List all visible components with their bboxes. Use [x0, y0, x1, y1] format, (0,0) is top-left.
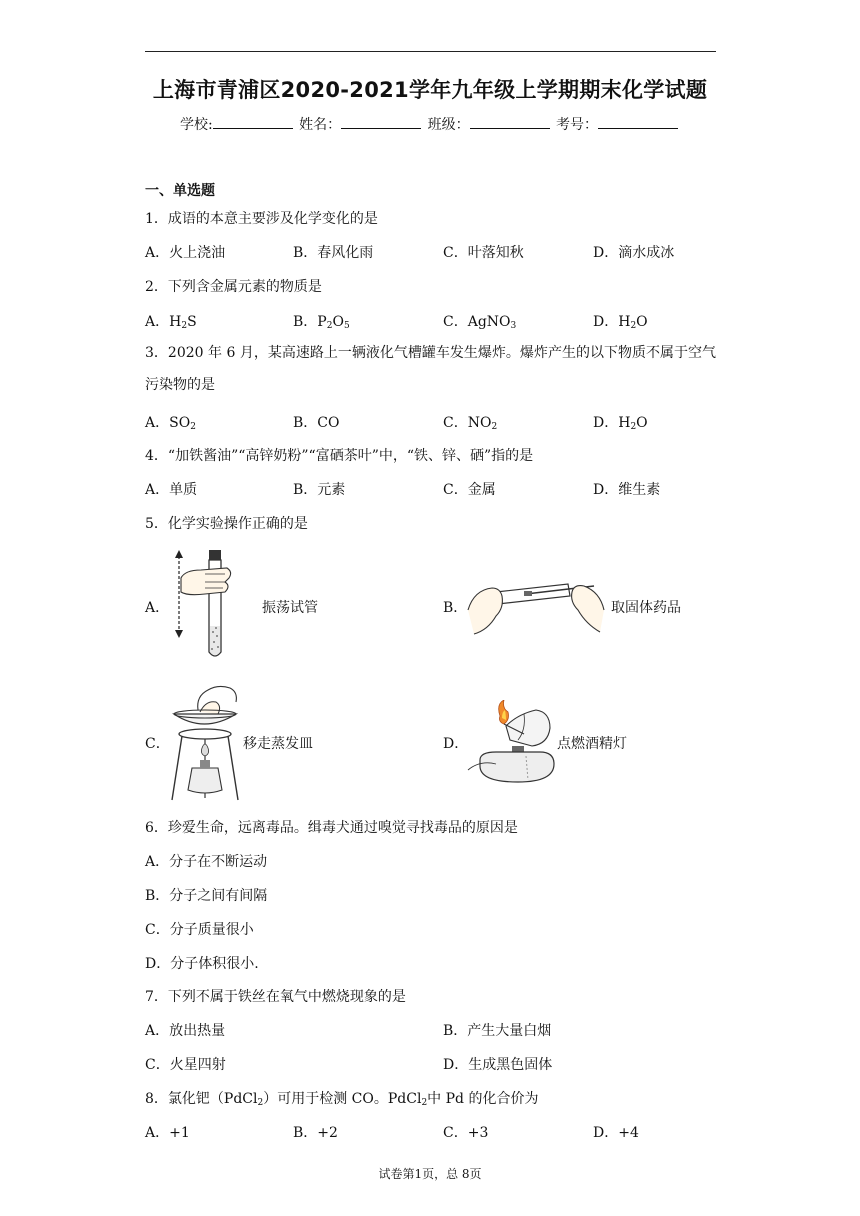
exam-number-blank[interactable]: [598, 116, 678, 129]
page-footer: 试卷第1页，总 8页: [378, 1167, 482, 1181]
student-info-line: [0, 114, 860, 134]
question-4-stem: 4．“加铁酱油”“高锌奶粉”“富硒茶叶”中，“铁、锌、硒”指的是: [145, 448, 534, 464]
q3-option-b: B．CO: [293, 415, 340, 431]
question-3-stem: 3．2020 年 6 月，某高速路上一辆液化气槽罐车发生爆炸。爆炸产生的以下物质不属于空气污染物的是: [145, 345, 716, 393]
q7-option-a: A．放出热量: [145, 1023, 226, 1039]
question-8-stem: 8．氯化钯（PdCl$_2$）可用于检测 CO。PdCl$_2$中 Pd 的化合价为: [145, 1091, 539, 1108]
class-blank[interactable]: [470, 116, 550, 129]
q6-option-c: C．分子质量很小: [145, 922, 254, 938]
q6-option-b: B．分子之间有间隔: [145, 888, 268, 904]
q3-option-d: D．$H_2O$: [593, 415, 648, 432]
school-blank[interactable]: [213, 116, 293, 129]
question-7-stem: 7．下列不属于铁丝在氧气中燃烧现象的是: [145, 989, 406, 1005]
q5-option-d: D．: [443, 736, 469, 752]
q5-option-b: B．: [443, 600, 468, 616]
shaking-test-tube-figure: [165, 548, 245, 664]
alcohol-lamp-figure: [466, 700, 556, 786]
question-6-stem: 6．珍爱生命，远离毒品。缉毒犬通过嗅觉寻找毒品的原因是: [145, 820, 518, 836]
q8-option-c: C．+3: [443, 1125, 489, 1141]
school-label: 学校:: [179, 117, 213, 133]
evaporating-dish-figure: [166, 682, 244, 804]
page-title: 上海市青浦区2020-2021学年九年级上学期期末化学试题: [152, 78, 708, 102]
q5-caption-d: 点燃酒精灯: [557, 736, 627, 752]
q3-option-a: A．$SO_2$: [145, 415, 196, 432]
q1-option-c: C．叶落知秋: [443, 245, 524, 261]
q4-option-b: B．元素: [293, 482, 346, 498]
question-5-stem: 5．化学实验操作正确的是: [145, 516, 308, 532]
q5-caption-a: 振荡试管: [262, 600, 318, 616]
q6-option-a: A．分子在不断运动: [145, 854, 268, 870]
q7-option-c: C．火星四射: [145, 1057, 226, 1073]
q5-option-a: A．: [145, 600, 170, 616]
q5-caption-c: 移走蒸发皿: [243, 736, 313, 752]
q7-option-b: B．产生大量白烟: [443, 1023, 552, 1039]
q1-option-b: B．春风化雨: [293, 245, 374, 261]
q6-option-d: D．分子体积很小.: [145, 956, 259, 972]
name-label: 姓名：: [299, 117, 342, 133]
q5-option-c: C．: [145, 736, 170, 752]
name-blank[interactable]: [341, 116, 421, 129]
q2-option-c: C．AgNO$_3$: [443, 314, 517, 331]
q4-option-a: A．单质: [145, 482, 198, 498]
top-rule: [145, 51, 716, 52]
q4-option-d: D．维生素: [593, 482, 661, 498]
q8-option-d: D．+4: [593, 1125, 639, 1141]
q3-option-c: C．$NO_2$: [443, 415, 498, 432]
q2-option-a: A．$H_2S$: [145, 314, 197, 331]
q8-option-a: A．+1: [145, 1125, 190, 1141]
question-1-stem: 1．成语的本意主要涉及化学变化的是: [145, 211, 378, 227]
solid-reagent-figure: [466, 570, 608, 636]
q1-option-d: D．滴水成冰: [593, 245, 675, 261]
q2-option-d: D．$H_2O$: [593, 314, 648, 331]
q4-option-c: C．金属: [443, 482, 496, 498]
exam-number-label: 考号：: [556, 117, 599, 133]
question-2-stem: 2．下列含金属元素的物质是: [145, 279, 322, 295]
class-label: 班级：: [427, 117, 470, 133]
q5-caption-b: 取固体药品: [611, 600, 681, 616]
q2-option-b: B．$P_2O_5$: [293, 314, 350, 331]
q8-option-b: B．+2: [293, 1125, 338, 1141]
q7-option-d: D．生成黑色固体: [443, 1057, 553, 1073]
q1-option-a: A．火上浇油: [145, 245, 226, 261]
section-heading: 一、单选题: [145, 183, 215, 199]
